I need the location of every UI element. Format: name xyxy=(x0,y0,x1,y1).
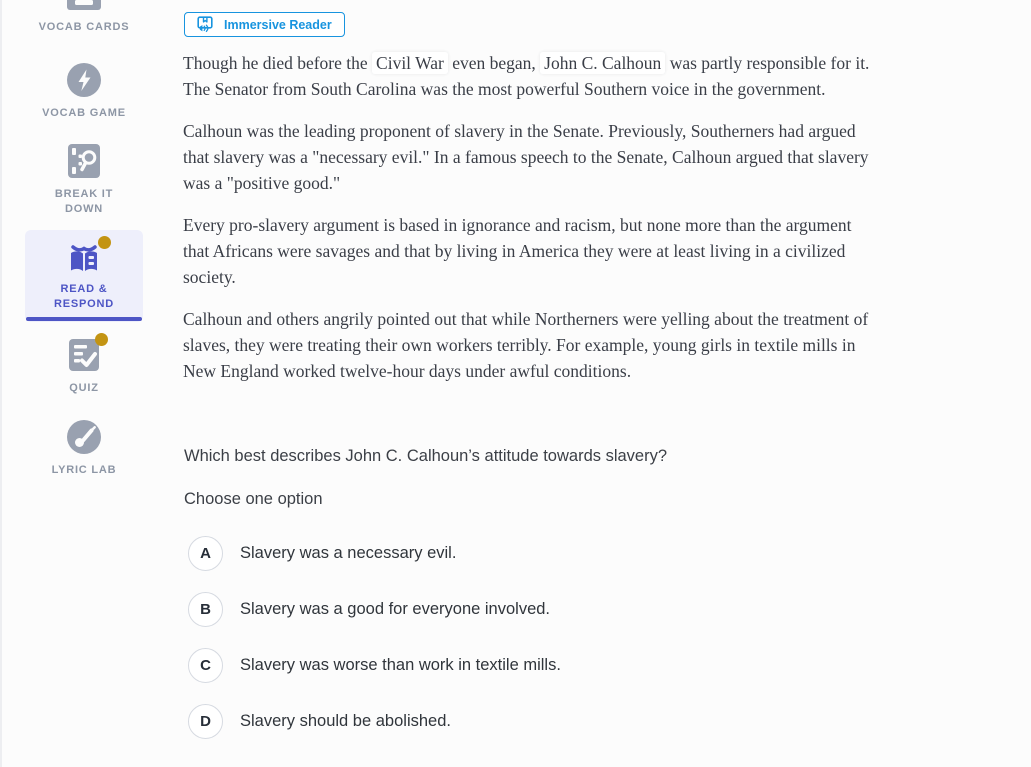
option-text: Slavery was worse than work in textile mills. xyxy=(240,656,561,674)
passage-paragraph xyxy=(183,306,871,384)
sidebar-item-vocab-cards[interactable] xyxy=(25,0,143,35)
vocab-term[interactable]: John C. Calhoun xyxy=(540,52,665,74)
sidebar-item-label: VOCAB GAME xyxy=(42,107,126,119)
immersive-reader-icon xyxy=(197,16,216,33)
passage-text: Calhoun was the leading proponent of slavery in the Senate. Previously, Southerners had argued that slavery was a "necessary evil." In a famous speech to the Senate, Calhoun argued that slavery was a "positive good." xyxy=(183,121,869,193)
passage-paragraph xyxy=(183,118,871,196)
answer-option[interactable] xyxy=(188,648,872,683)
answer-options-list xyxy=(184,536,872,739)
lesson-sidebar xyxy=(0,0,168,767)
option-text: Slavery was a good for everyone involved. xyxy=(240,600,551,618)
passage-text: Every pro-slavery argument is based in ignorance and racism, but none more than the argument that Africans were savages and that by living in America they were at least living in a civilized society. xyxy=(183,215,852,287)
passage-text: was partly responsible for it. The Senator from South Carolina was the most powerful Southern voice in the government. xyxy=(183,53,870,99)
sidebar-item-lyric-lab[interactable] xyxy=(25,419,143,478)
reading-passage xyxy=(183,50,871,400)
option-letter-badge[interactable]: A xyxy=(188,536,223,571)
lightning-icon xyxy=(66,62,102,98)
vocab-term[interactable]: Civil War xyxy=(372,52,448,74)
question-instruction: Choose one option xyxy=(184,490,323,508)
option-letter-badge[interactable]: B xyxy=(188,592,223,627)
open-book-icon xyxy=(64,240,104,274)
passage-text: even began, xyxy=(447,53,541,73)
answer-option[interactable] xyxy=(188,592,872,627)
immersive-reader-button[interactable] xyxy=(184,12,345,37)
immersive-reader-label: Immersive Reader xyxy=(224,17,332,32)
option-letter-badge[interactable]: D xyxy=(188,704,223,739)
sidebar-item-label: VOCAB CARDS xyxy=(38,21,130,33)
question-block xyxy=(184,447,872,739)
passage-paragraph xyxy=(183,50,871,102)
passage-text: Though he died before the xyxy=(183,53,373,73)
passage-paragraph xyxy=(183,212,871,290)
music-note-icon xyxy=(66,419,102,455)
answer-option[interactable] xyxy=(188,704,872,739)
option-text: Slavery was a necessary evil. xyxy=(240,544,457,562)
sidebar-item-label: QUIZ xyxy=(69,382,99,394)
sidebar-item-quiz[interactable] xyxy=(25,337,143,396)
video-breakdown-icon xyxy=(66,143,102,179)
sidebar-item-label: BREAK IT DOWN xyxy=(54,188,114,215)
sidebar-item-vocab-game[interactable] xyxy=(25,62,143,121)
new-activity-badge xyxy=(98,236,111,249)
question-prompt: Which best describes John C. Calhoun’s attitude towards slavery? xyxy=(184,447,668,465)
sidebar-item-label: LYRIC LAB xyxy=(51,464,117,476)
new-activity-badge xyxy=(95,333,108,346)
sidebar-item-label: READ & RESPOND xyxy=(54,283,114,310)
passage-text: Calhoun and others angrily pointed out that while Northerners were yelling about the treatment of slaves, they were treating their own workers terribly. For example, young girls in textile mills in New England worked twelve-hour days under awful conditions. xyxy=(183,309,869,381)
option-letter-badge[interactable]: C xyxy=(188,648,223,683)
answer-option[interactable] xyxy=(188,536,872,571)
active-item-indicator xyxy=(26,317,142,321)
quiz-checklist-icon xyxy=(67,337,101,373)
flashcards-icon xyxy=(66,0,102,12)
option-text: Slavery should be abolished. xyxy=(240,712,451,730)
sidebar-item-break-it-down[interactable] xyxy=(25,143,143,217)
sidebar-item-read-respond[interactable] xyxy=(25,230,143,322)
